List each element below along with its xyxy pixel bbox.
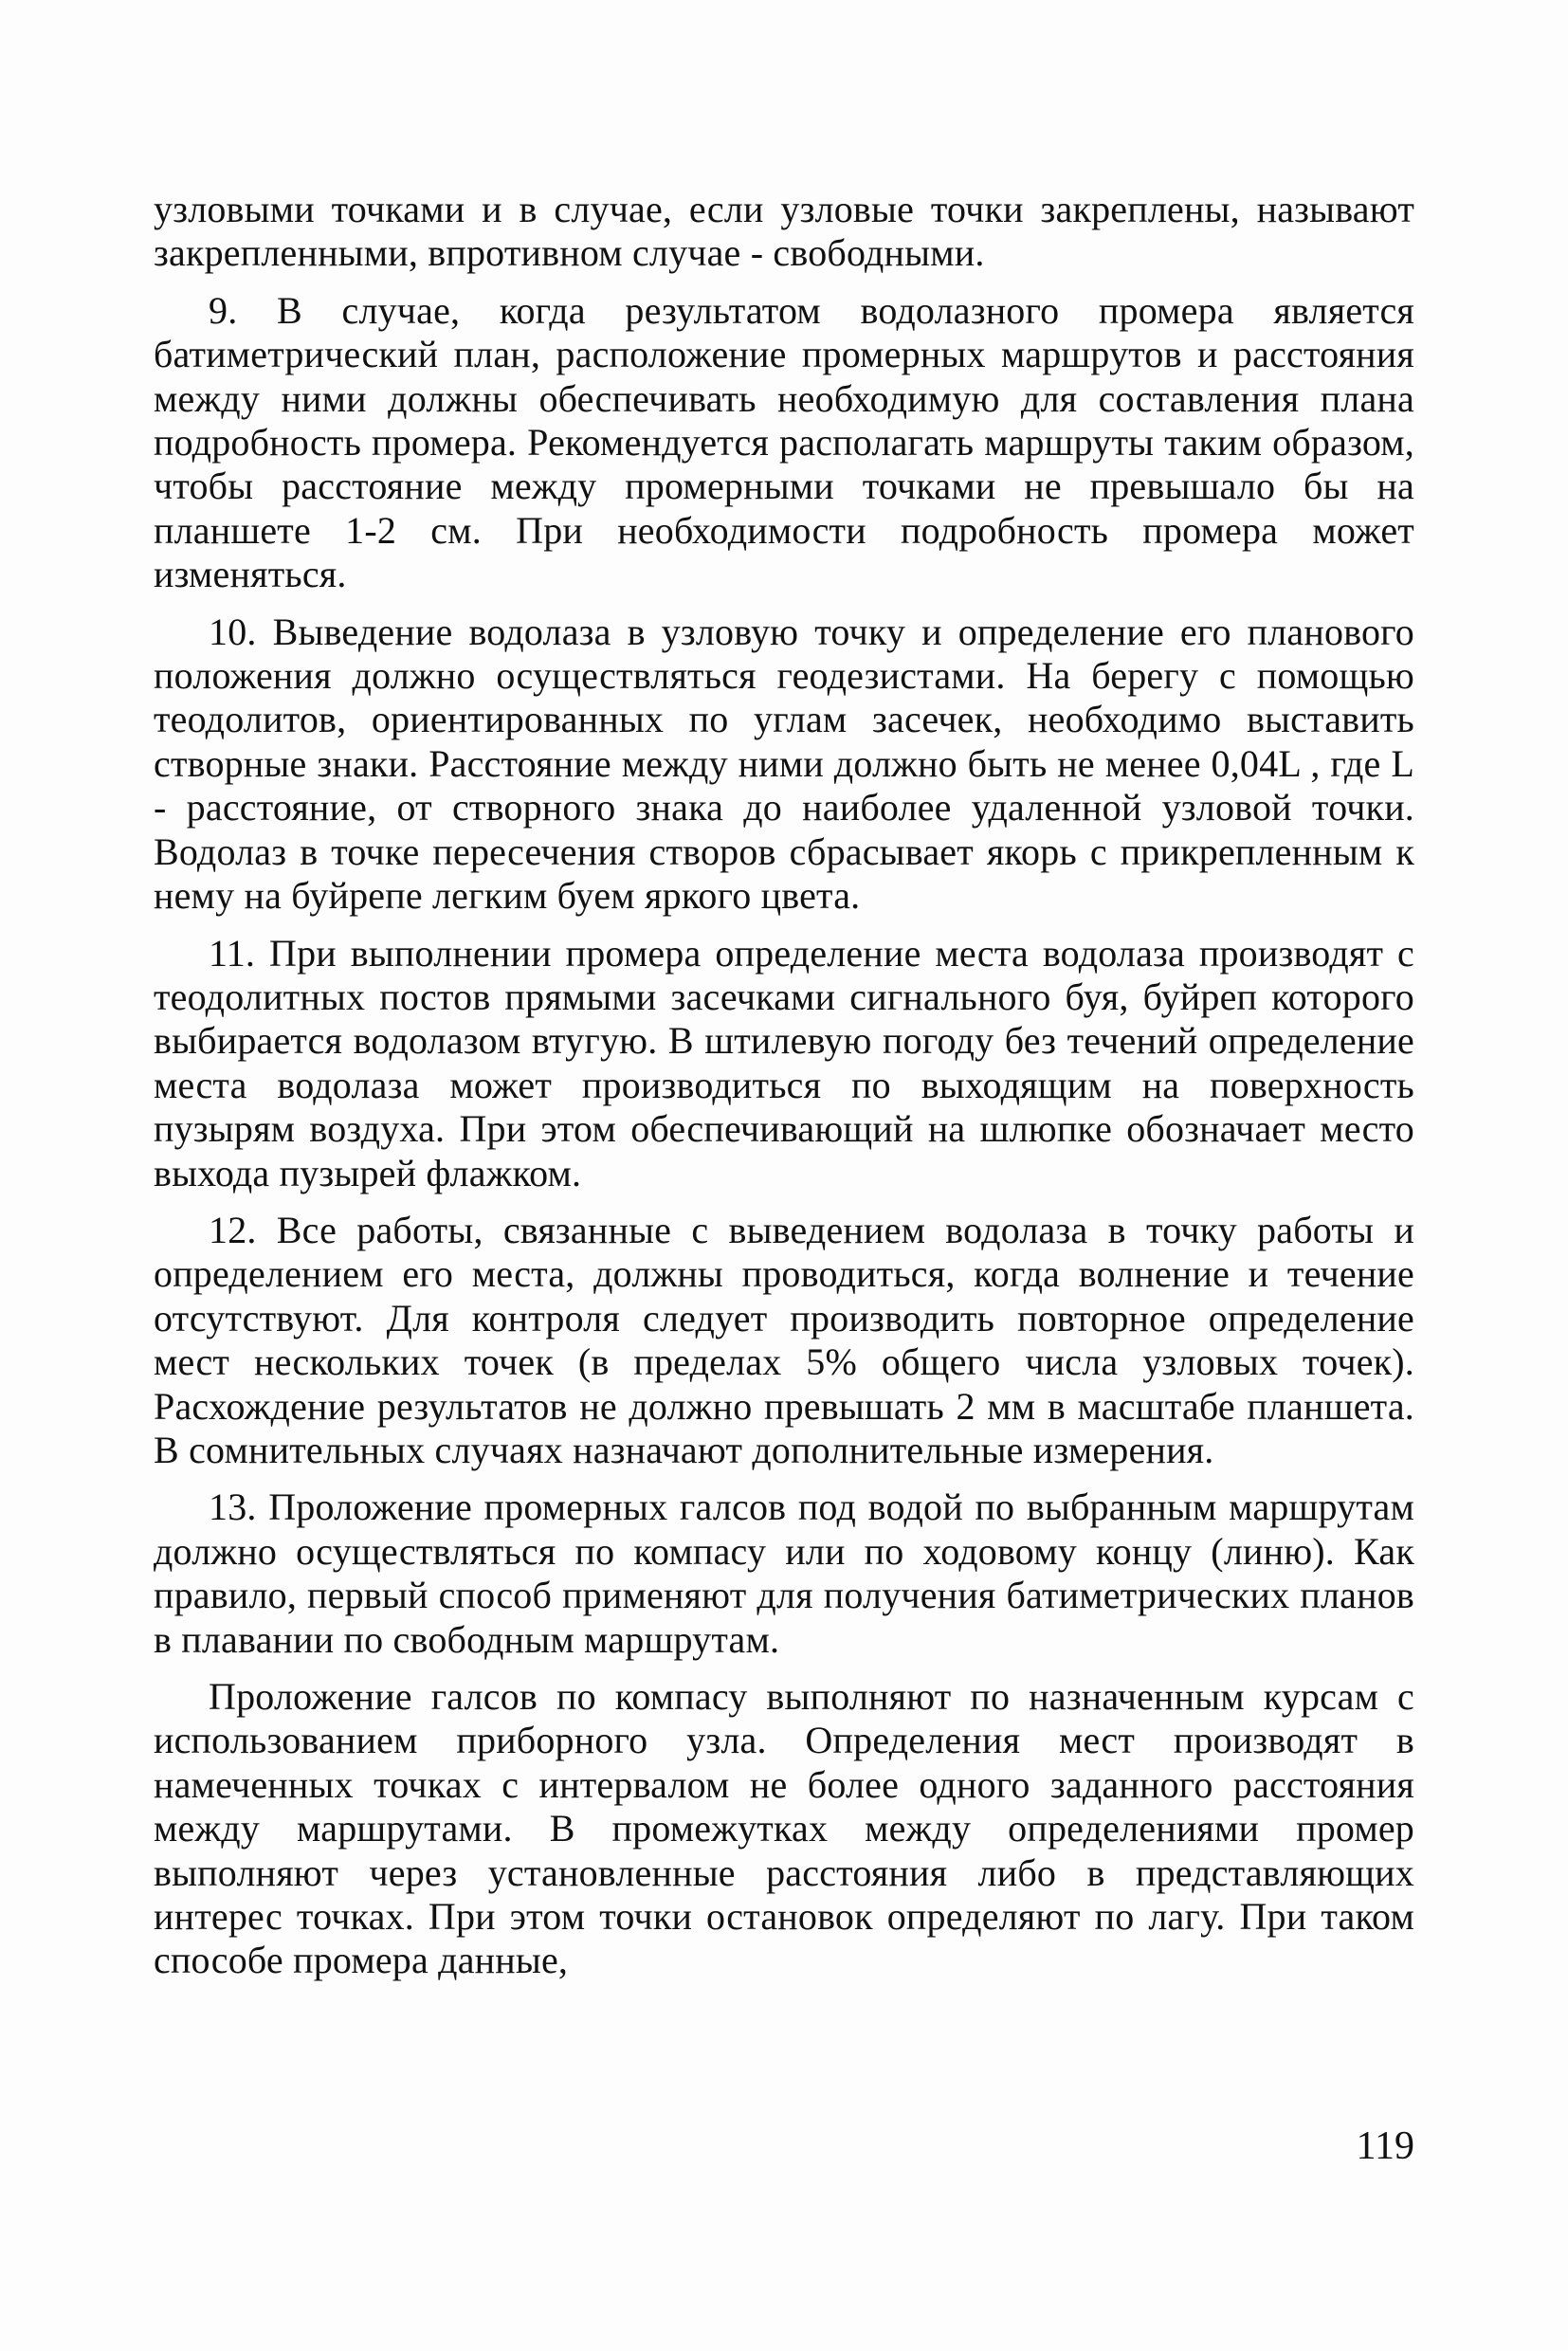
body-text bbox=[154, 188, 1414, 1996]
paragraph-item-10: 10. Выведение водолаза в узловую точку и определение его планового положения должно осуществляться геодезистами. На берегу с помощью теодолитов, ориентированных по углам засечек, необходимо выставить створные знаки. Расстояние между ними должно быть не менее 0,04L , где L - расстояние, от створного знака до наиболее удаленной узловой точки. Водолаз в точке пересечения створов сбрасывает якорь с прикрепленным к нему на буйрепе легким буем яркого цвета. bbox=[154, 610, 1414, 918]
page-number: 119 bbox=[1356, 2124, 1414, 2168]
paragraph-item-11: 11. При выполнении промера определение места водолаза производят с теодолитных постов прямыми засечками сигнального буя, буйреп которого выбирается водолазом втугую. В штилевую погоду без течений определение места водолаза может производиться по выходящим на поверхность пузырям воздуха. При этом обеспечивающий на шлюпке обозначает место выхода пузырей флажком. bbox=[154, 931, 1414, 1194]
paragraph-item-13: 13. Проложение промерных галсов под водой по выбранным маршрутам должно осуществляться по компасу или по ходовому концу (линю). Как правило, первый способ применяют для получения батиметрических планов в плавании по свободным маршрутам. bbox=[154, 1485, 1414, 1661]
paragraph-item-12: 12. Все работы, связанные с выведением водолаза в точку работы и определением его места, должны проводиться, когда волнение и течение отсутствуют. Для контроля следует производить повторное определение мест нескольких точек (в пределах 5% общего числа узловых точек). Расхождение результатов не должно превышать 2 мм в масштабе планшета. В сомнительных случаях назначают дополнительные измерения. bbox=[154, 1208, 1414, 1471]
paragraph-item-9: 9. В случае, когда результатом водолазного промера является батиметрический план, расположение промерных маршрутов и расстояния между ними должны обеспечивать необходимую для составления плана подробность промера. Рекомендуется располагать маршруты таким образом, чтобы расстояние между промерными точками не превышало бы на планшете 1-2 см. При необходимости подробность промера может изменяться. bbox=[154, 288, 1414, 596]
paragraph-compass-method: Проложение галсов по компасу выполняют по назначенным курсам с использованием приборного узла. Определения мест производят в намеченных точках с интервалом не более одного заданного расстояния между маршрутами. В промежутках между определениями промер выполняют через установленные расстояния либо в представляющих интерес точках. При этом точки остановок определяют по лагу. При таком способе промера данные, bbox=[154, 1675, 1414, 1982]
paragraph-continuation: узловыми точками и в случае, если узловые точки закреплены, называют закрепленными, впротивном случае - свободными. bbox=[154, 188, 1414, 275]
